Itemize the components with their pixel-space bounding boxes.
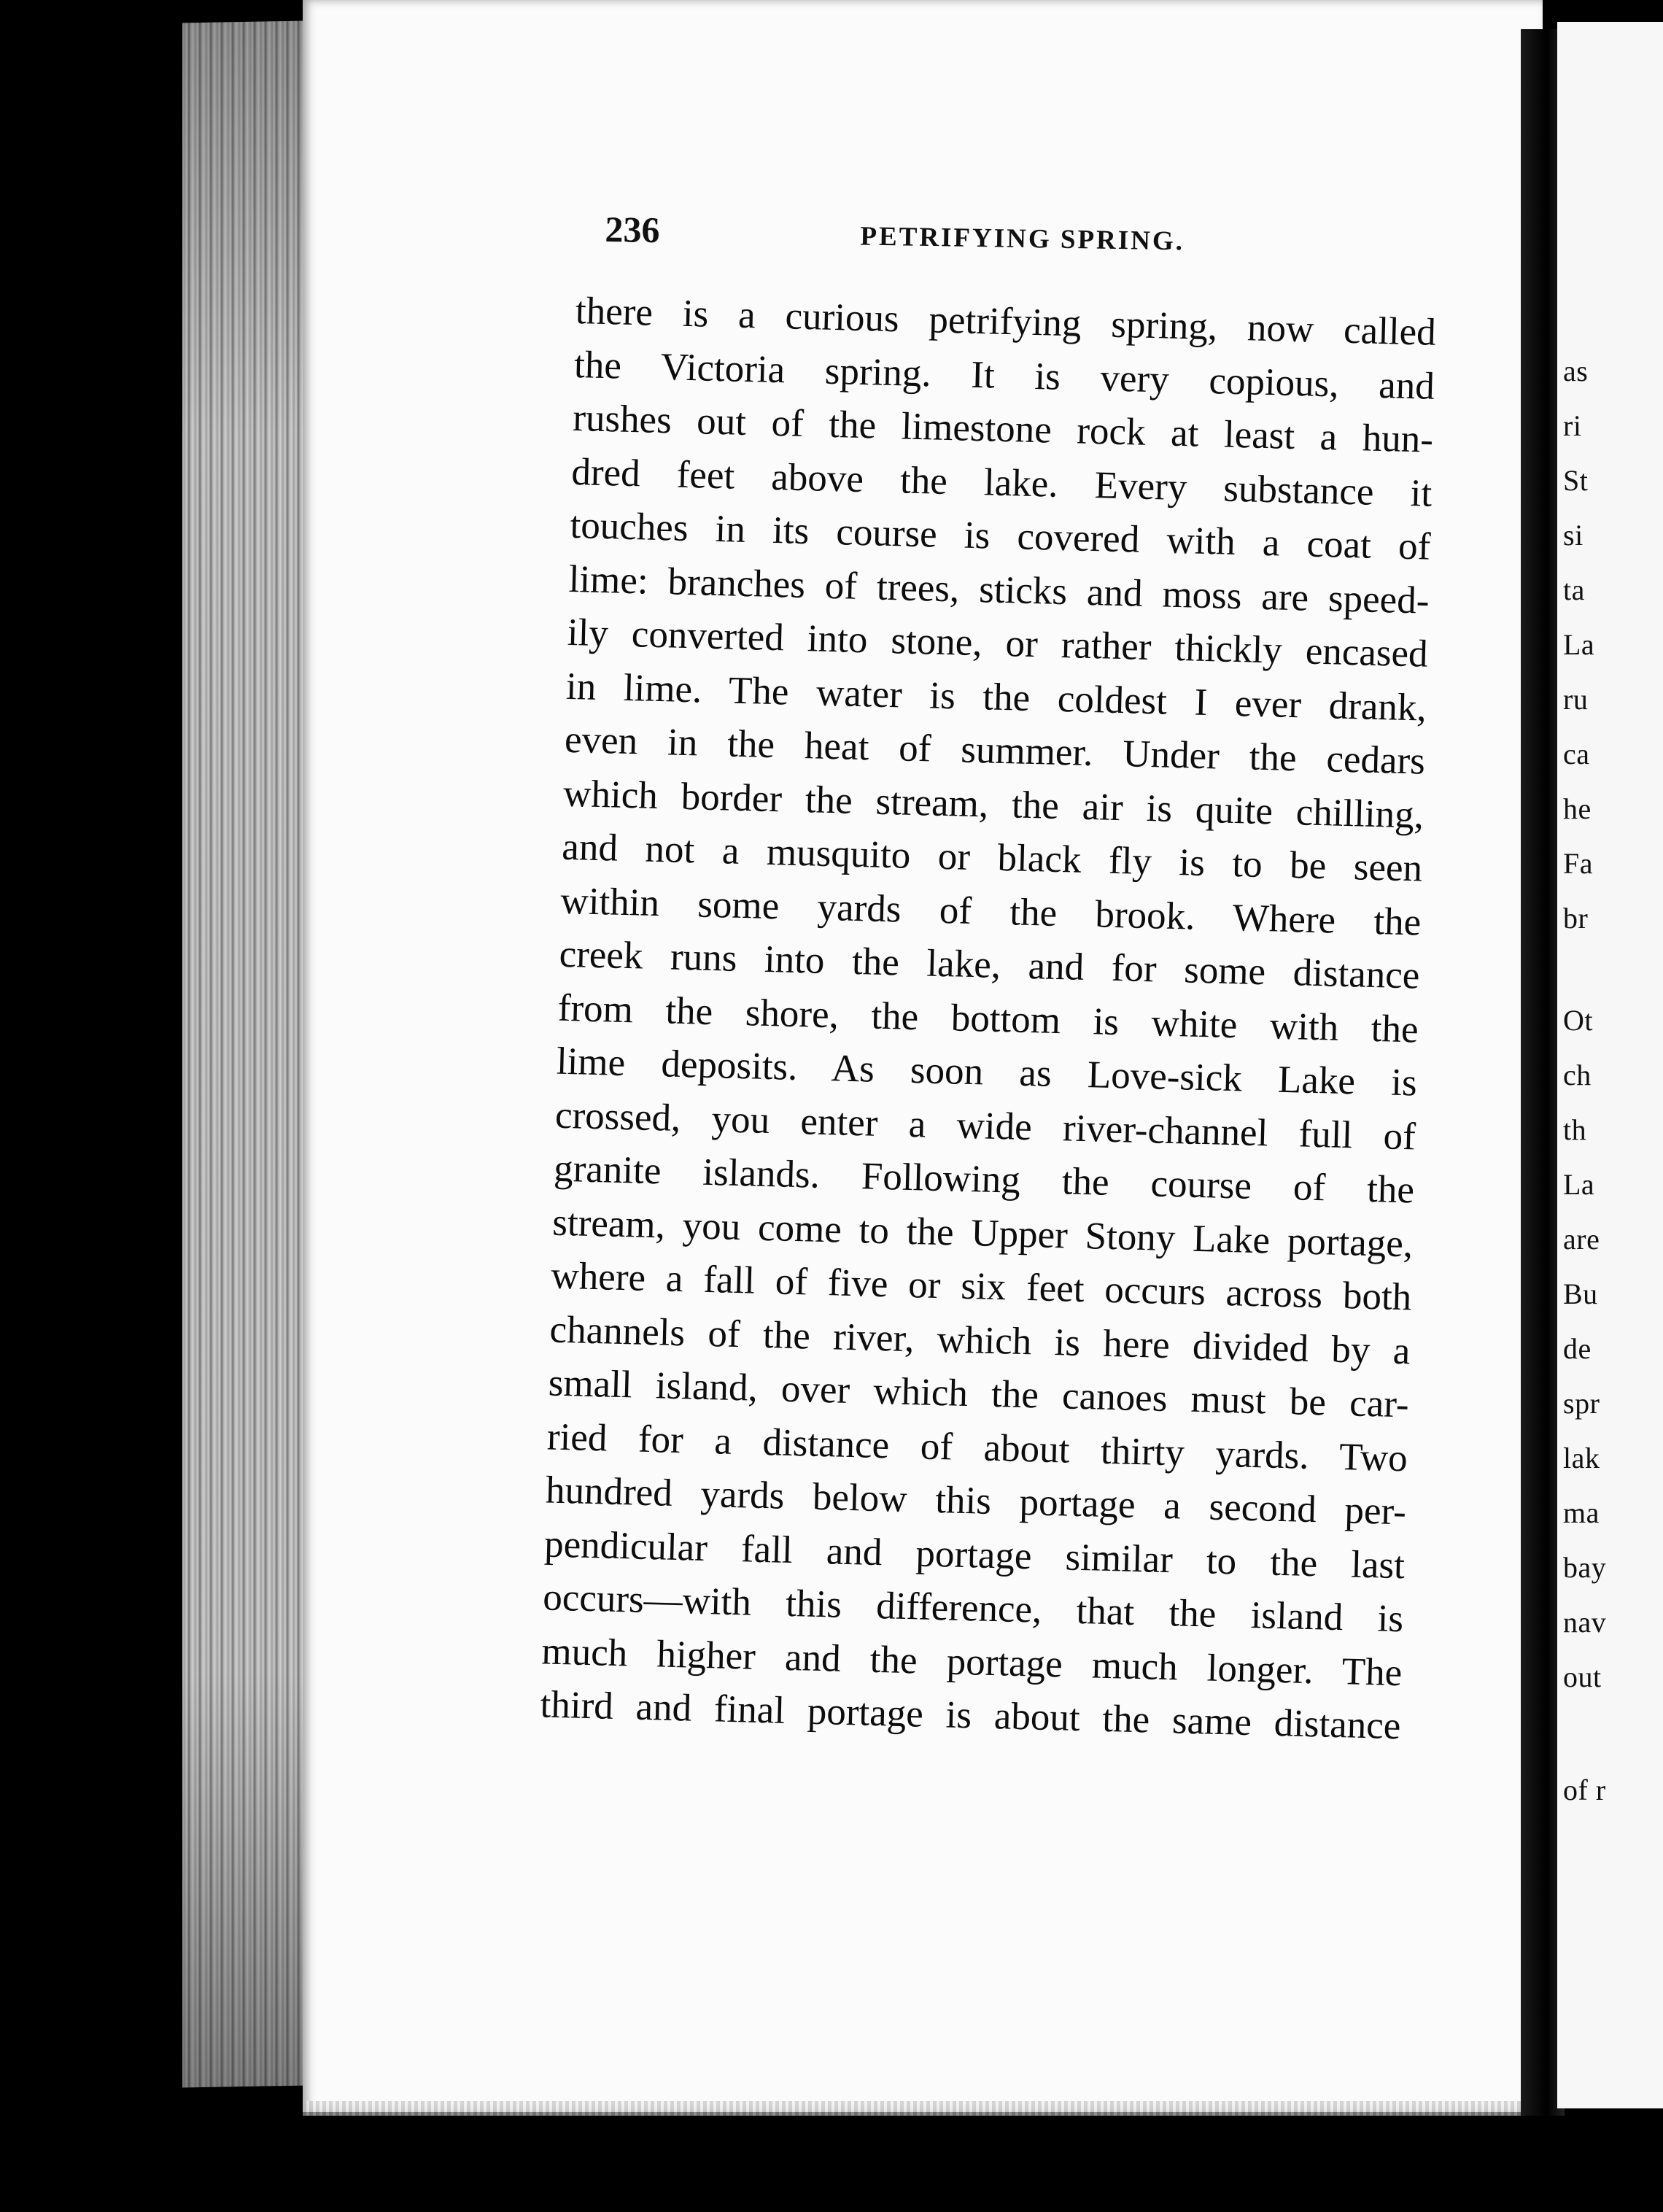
facing-page-fragment: Ot [1563, 1004, 1593, 1037]
text-line: much higher and the portage much longer. The [540, 1629, 1403, 1694]
facing-page-fragment: out [1563, 1660, 1602, 1693]
facing-page-fragment: si [1563, 519, 1583, 552]
page-bottom-edge [303, 2101, 1543, 2116]
text-line: lime deposits. As soon as Love-sick Lake is [556, 1040, 1418, 1105]
page-number: 236 [605, 208, 660, 251]
facing-page-fragment: lak [1563, 1442, 1600, 1474]
header-title: PETRIFYING SPRING. [860, 221, 1185, 257]
text-line: in lime. The water is the coldest I ever drank, [565, 665, 1427, 730]
text-line: hundred yards below this portage a second per- [545, 1469, 1407, 1534]
facing-page-fragment: spr [1563, 1387, 1600, 1420]
text-line: from the shore, the bottom is white with the [557, 986, 1419, 1051]
facing-page-fragment: ta [1563, 573, 1585, 606]
text-line: small island, over which the canoes must be car- [548, 1361, 1410, 1426]
facing-page-fragment: La [1563, 1168, 1595, 1201]
book-page-edges [182, 21, 306, 2088]
facing-page-fragment: La [1563, 628, 1595, 661]
facing-page-fragment: br [1563, 902, 1589, 935]
text-line: touches in its course is covered with a coat of [569, 503, 1432, 568]
text-line: pendicular fall and portage similar to the last [543, 1522, 1406, 1587]
facing-page-fragment: de [1563, 1332, 1592, 1365]
text-line: even in the heat of summer. Under the cedars [564, 718, 1426, 783]
text-line: where a fall of five or six feet occurs across both [550, 1254, 1412, 1319]
facing-page-fragment: he [1563, 792, 1592, 825]
text-line: there is a curious petrifying spring, now called [575, 289, 1437, 354]
facing-page-fragment: th [1563, 1113, 1587, 1146]
facing-page-fragment: are [1563, 1223, 1600, 1256]
text-line: within some yards of the brook. Where the [559, 879, 1422, 944]
text-line: and not a musquito or black fly is to be seen [561, 825, 1423, 890]
facing-page-fragment: ri [1563, 409, 1582, 442]
facing-page-fragment: of r [1563, 1774, 1606, 1806]
text-line: ily converted into stone, or rather thickly encased [567, 611, 1429, 676]
text-line: granite islands. Following the course of the [553, 1147, 1415, 1212]
facing-page-fragment: ca [1563, 738, 1590, 770]
facing-page-fragment: ru [1563, 683, 1589, 716]
text-line: channels of the river, which is here divided by a [549, 1308, 1411, 1372]
text-line: lime: branches of trees, sticks and moss are speed- [568, 557, 1430, 622]
facing-page-fragment: ma [1563, 1496, 1600, 1529]
text-line: dred feet above the lake. Every substance it [570, 450, 1433, 515]
text-line: creek runs into the lake, and for some distance [559, 932, 1421, 997]
facing-page-fragment: Bu [1563, 1277, 1598, 1310]
text-line: occurs—with this difference, that the island is [542, 1576, 1404, 1641]
text-line: stream, you come to the Upper Stony Lake portage, [551, 1201, 1414, 1265]
text-line: rushes out of the limestone rock at least a hun- [572, 396, 1434, 461]
text-line: crossed, you enter a wide river-channel full of [554, 1094, 1416, 1158]
text-line: which border the stream, the air is quite chilling, [562, 772, 1424, 837]
text-line: ried for a distance of about thirty yards. Two [546, 1415, 1408, 1480]
facing-page-fragment: as [1563, 355, 1589, 387]
facing-page-fragment: bay [1563, 1551, 1607, 1584]
text-line: the Victoria spring. It is very copious, and [573, 343, 1435, 408]
facing-page-fragment: nav [1563, 1606, 1607, 1639]
facing-page-fragment: St [1563, 464, 1589, 497]
text-line: third and final portage is about the same distance [539, 1683, 1402, 1748]
facing-page-fragment: Fa [1563, 847, 1593, 880]
body-text [540, 285, 1451, 1754]
facing-page [1557, 22, 1663, 2108]
facing-page-fragment: ch [1563, 1059, 1592, 1091]
